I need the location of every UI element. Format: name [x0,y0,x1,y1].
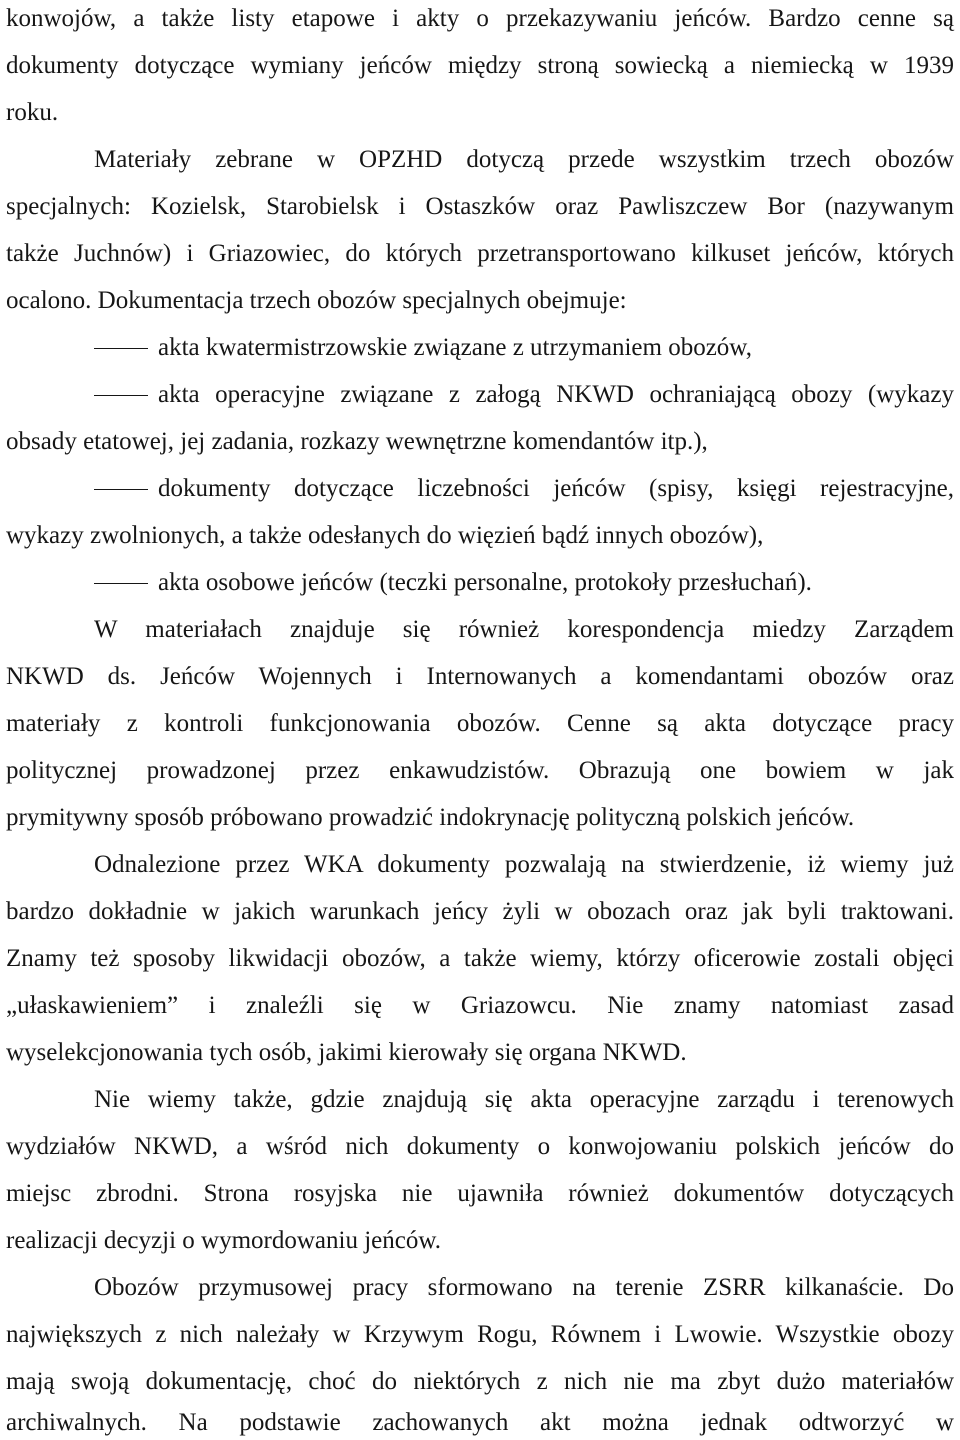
text-line: wykazy zwolnionych, a także odesłanych do więzień bądź innych obozów), [6,522,764,549]
text-line: realizacji decyzji o wymordowaniu jeńców. [6,1227,442,1254]
text-line: mają swoją dokumentację, choć do niektórych z nich nie ma zbyt dużo materiałów [6,1368,954,1395]
text-line: specjalnych: Kozielsk, Starobielsk i Ostaszków oraz Pawliszczew Bor (nazywanym [6,193,954,220]
text-line: dokumenty dotyczące wymiany jeńców między stroną sowiecką a niemiecką w 1939 [6,52,954,79]
text-line: politycznej prowadzonej przez enkawudzistów. Obrazują one bowiem w jak [6,757,954,784]
text-line: Obozów przymusowej pracy sformowano na terenie ZSRR kilkanaście. Do [94,1274,954,1301]
list-item [94,568,954,600]
text-line: wyselekcjonowania tych osób, jakimi kierowały się organa NKWD. [6,1039,687,1066]
text-line: obsady etatowej, jej zadania, rozkazy wewnętrzne komendantów itp.), [6,428,708,455]
text-line: Odnalezione przez WKA dokumenty pozwalają na stwierdzenie, iż wiemy już [94,851,954,878]
text-line: roku. [6,99,59,126]
text-line: Nie wiemy także, gdzie znajdują się akta operacyjne zarządu i terenowych [94,1086,954,1113]
dash-bullet [94,380,148,410]
list-item [94,474,954,506]
text-line: akta kwatermistrzowskie związane z utrzymaniem obozów, [158,334,752,361]
dash-bullet [94,474,148,504]
text-line: konwojów, a także listy etapowe i akty o przekazywaniu jeńców. Bardzo cenne są [6,5,954,32]
dash-bullet [94,333,148,363]
text-line: ocalono. Dokumentacja trzech obozów specjalnych obejmuje: [6,287,627,314]
text-line: materiały z kontroli funkcjonowania obozów. Cenne są akta dotyczące pracy [6,710,954,737]
text-line: największych z nich należały w Krzywym Rogu, Równem i Lwowie. Wszystkie obozy [6,1321,954,1348]
text-line: dokumenty dotyczące liczebności jeńców (spisy, księgi rejestracyjne, [158,475,954,502]
list-item [94,333,954,365]
text-line: wydziałów NKWD, a wśród nich dokumenty o konwojowaniu polskich jeńców do [6,1133,954,1160]
text-line: akta osobowe jeńców (teczki personalne, protokoły przesłuchań). [158,569,812,596]
dash-bullet [94,568,148,598]
text-line: także Juchnów) i Griazowiec, do których przetransportowano kilkuset jeńców, których [6,240,954,267]
text-line: prymitywny sposób próbowano prowadzić indokrynację polityczną polskich jeńców. [6,804,855,831]
text-line: W materiałach znajduje się również korespondencja miedzy Zarządem [94,616,954,643]
list-item [94,380,954,412]
text-line: NKWD ds. Jeńców Wojennych i Internowanych a komendantami obozów oraz [6,663,954,690]
text-line: akta operacyjne związane z załogą NKWD ochraniającą obozy (wykazy [158,381,954,408]
text-line: miejsc zbrodni. Strona rosyjska nie ujawniła również dokumentów dotyczących [6,1180,954,1207]
text-line: archiwalnych. Na podstawie zachowanych akt można jednak odtworzyć w [6,1409,954,1436]
text-line: Materiały zebrane w OPZHD dotyczą przede wszystkim trzech obozów [94,146,954,173]
text-line: bardzo dokładnie w jakich warunkach jeńcy żyli w obozach oraz jak byli traktowani. [6,898,954,925]
text-line: Znamy też sposoby likwidacji obozów, a także wiemy, którzy oficerowie zostali objęci [6,945,954,972]
text-line: „ułaskawieniem” i znaleźli się w Griazowcu. Nie znamy natomiast zasad [6,992,954,1019]
